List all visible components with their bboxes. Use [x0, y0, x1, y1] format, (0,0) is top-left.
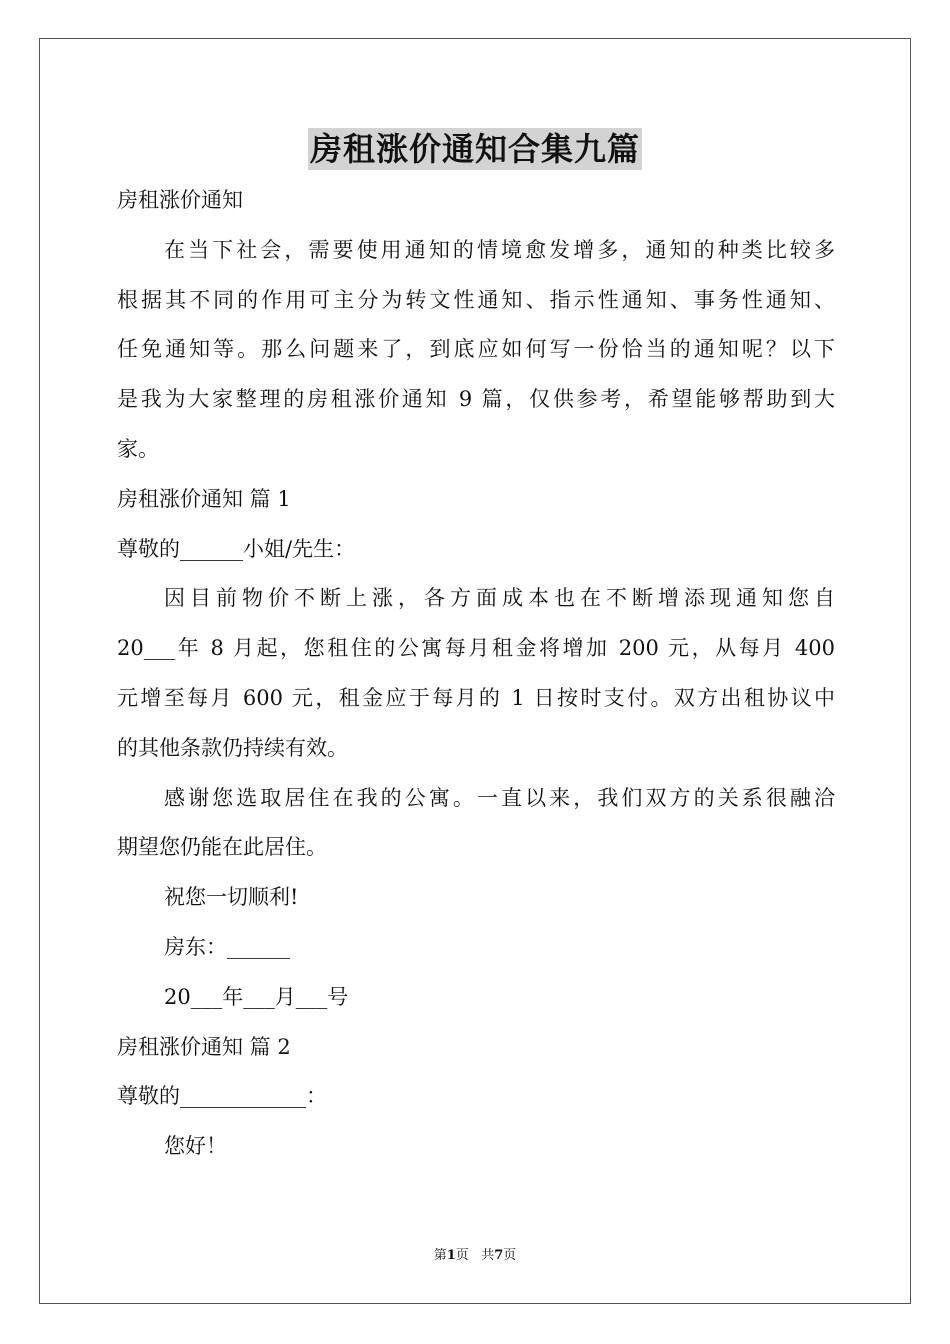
page-label-suffix: 页: [503, 1248, 517, 1263]
paragraph-line: 是我为大家整理的房租涨价通知 9 篇，仅供参考，希望能够帮助到大: [117, 387, 835, 412]
signature-date: 20___年___月___号: [164, 984, 349, 1009]
greeting: 您好！: [164, 1134, 227, 1159]
closing-wish: 祝您一切顺利!: [164, 885, 299, 910]
paragraph-line: 元增至每月 600 元，租金应于每月的 1 日按时支付。双方出租协议中: [117, 685, 835, 710]
document-title: 房租涨价通知合集九篇: [309, 130, 640, 168]
section-heading-1: 房租涨价通知 篇 1: [117, 486, 291, 511]
paragraph-line: 在当下社会，需要使用通知的情境愈发增多，通知的种类比较多: [164, 237, 835, 262]
page-label-prefix: 第: [433, 1248, 447, 1263]
paragraph-line: 感谢您选取居住在我的公寓。一直以来，我们双方的关系很融洽: [164, 785, 835, 810]
paragraph-line: 家。: [117, 436, 159, 461]
paragraph-line: 20___年 8 月起，您租住的公寓每月租金将增加 200 元，从每月 400: [117, 636, 835, 661]
paragraph-line: 任免通知等。那么问题来了，到底应如何写一份恰当的通知呢？以下: [117, 337, 835, 362]
page-total-number: 7: [494, 1248, 504, 1263]
paragraph-line: 的其他条款仍持续有效。: [117, 735, 348, 760]
salutation: 尊敬的____________：: [117, 1084, 327, 1109]
page-current-number: 1: [446, 1248, 456, 1263]
section-heading-intro: 房租涨价通知: [117, 188, 243, 212]
document-body: [117, 176, 835, 1172]
signature-landlord: 房东：______: [164, 934, 290, 959]
paragraph-line: 根据其不同的作用可主分为转文性通知、指示性通知、事务性通知、: [117, 287, 835, 312]
page-label-mid: 页 共: [455, 1248, 495, 1263]
salutation: 尊敬的______小姐/先生：: [117, 536, 356, 561]
section-heading-2: 房租涨价通知 篇 2: [117, 1034, 291, 1059]
title-container: [0, 128, 950, 170]
page-footer: [0, 1247, 950, 1265]
paragraph-line: 因目前物价不断上涨，各方面成本也在不断增添现通知您自: [164, 586, 835, 611]
paragraph-line: 期望您仍能在此居住。: [117, 835, 327, 860]
